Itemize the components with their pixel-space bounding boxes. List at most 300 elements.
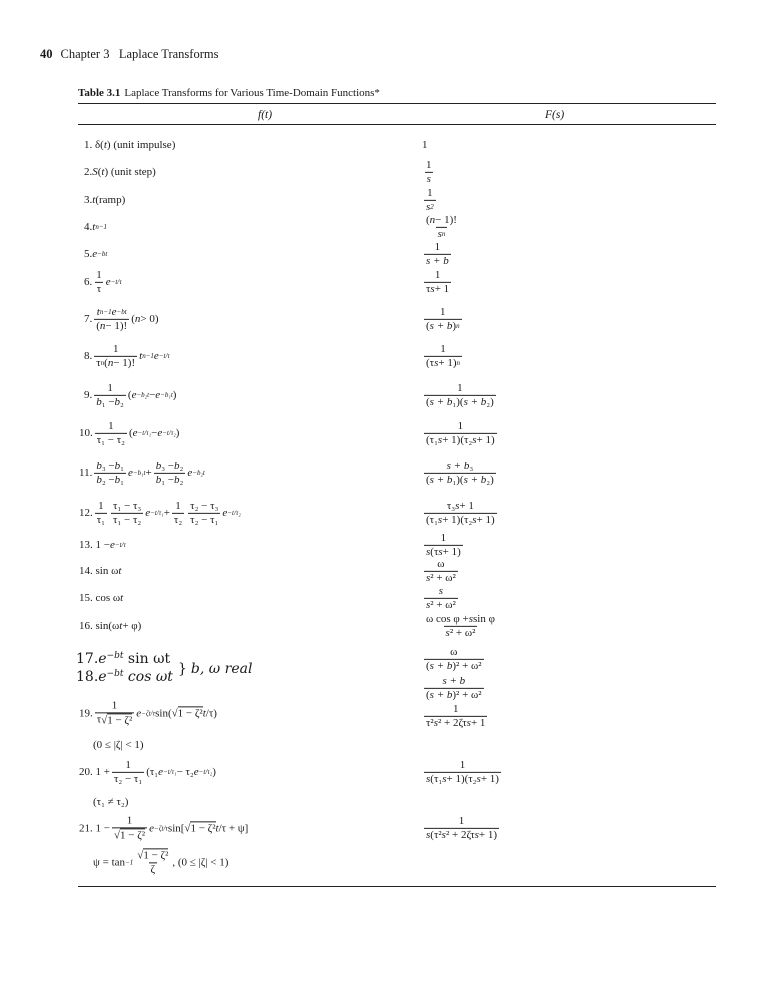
math-variable: s xyxy=(438,584,444,597)
row-6-time-function: 6. $\frac{1}{\tau}$ e −t/τ xyxy=(84,268,122,295)
row-7-time-function xyxy=(84,306,159,332)
math-variable: s xyxy=(426,545,431,558)
numerator xyxy=(439,532,449,545)
denominator xyxy=(95,282,103,296)
math-text: 1 − ζ² xyxy=(120,829,146,841)
math-variable: b xyxy=(114,395,121,408)
math-variable: t xyxy=(139,350,143,362)
math-text: ₂ xyxy=(179,459,184,472)
math-text: ₂ xyxy=(120,395,124,408)
math-text: 1 xyxy=(452,702,459,715)
math-text: 1 − ζ² xyxy=(177,707,203,720)
math-text: 1 xyxy=(434,240,441,253)
numerator xyxy=(438,306,448,319)
math-text: τ₁ − τ₃ xyxy=(113,499,142,512)
table-title: Laplace Transforms for Various Time-Domain Functions* xyxy=(124,87,380,99)
math-text: 1 xyxy=(426,158,432,171)
math-text: 1 xyxy=(440,305,446,318)
math-text: − xyxy=(149,389,156,401)
math-text: τ₂ − τ₃ xyxy=(190,499,219,512)
radical-sign: √ xyxy=(137,849,144,862)
numerator xyxy=(188,500,220,513)
math-text: 1 − ζ² xyxy=(143,849,169,862)
math-variable: t xyxy=(96,305,100,318)
math-text: + 1) xyxy=(438,356,457,369)
math-variable: b xyxy=(114,459,121,472)
math-text: 20. 1 + xyxy=(79,766,110,778)
math-text: ( xyxy=(104,356,108,369)
math-text: (τ₁ ≠ τ₂) xyxy=(93,796,129,808)
numerator xyxy=(433,269,443,282)
math-variable: s + b xyxy=(463,395,487,408)
row-21-time-function: 20. 1 + $\frac{1}{\text{τ₂ − τ₁}}$ (τ₁ e −t/τ₁ − τ₂ e −t/τ₂ ) xyxy=(79,758,216,785)
math-text: 15. cos ω xyxy=(79,592,121,604)
row-16-time-function xyxy=(79,620,141,632)
exponent: −bt xyxy=(106,669,124,680)
denominator xyxy=(424,433,497,447)
math-text: 1 − ζ² xyxy=(190,822,216,835)
fraction xyxy=(424,382,496,408)
math-text: − 1)! xyxy=(105,319,128,332)
numerator xyxy=(111,500,143,513)
math-text: (τ xyxy=(426,356,435,369)
math-text: > 0) xyxy=(140,313,159,325)
numerator: t n−1 e −bt xyxy=(96,305,127,318)
math-text: ² + 2ζτ xyxy=(445,828,475,841)
math-text: + φ) xyxy=(122,620,142,632)
fraction xyxy=(95,500,107,526)
math-text: τ₁ − τ₂ xyxy=(113,513,142,526)
math-text: τ₃ xyxy=(446,499,456,512)
math-text: 1. δ( xyxy=(84,139,104,151)
column-header-f: f(t) xyxy=(258,109,273,121)
math-text: 21. 1 − xyxy=(79,822,110,834)
math-text: + 1) xyxy=(476,513,495,526)
math-text: ω xyxy=(450,645,458,658)
math-variable: S xyxy=(92,166,98,178)
row-18-f xyxy=(76,669,173,685)
math-text: /τ) xyxy=(205,707,217,719)
row-11-laplace-transform xyxy=(422,460,498,486)
denominator xyxy=(95,712,135,727)
math-variable: b xyxy=(155,459,162,472)
math-variable: e xyxy=(105,276,111,288)
math-variable: s + b xyxy=(429,688,453,701)
numerator xyxy=(438,343,448,356)
math-text: + xyxy=(145,467,152,479)
math-text: , (0 ≤ |ζ| < 1) xyxy=(172,856,229,868)
math-variable: e xyxy=(149,822,154,834)
math-text: 1 xyxy=(440,531,447,544)
fraction xyxy=(95,699,135,726)
fraction xyxy=(172,500,184,526)
math-text: 1 xyxy=(125,758,131,771)
math-variable: t xyxy=(119,620,123,632)
math-text: ) xyxy=(172,389,177,401)
math-text: ₃ − xyxy=(161,459,174,472)
math-text: 1 xyxy=(434,268,441,281)
math-variable: b xyxy=(155,473,162,486)
math-text: 1 xyxy=(440,342,446,355)
row-24-time-function: ψ = tan −1 √ 1 − ζ² ζ , (0 ≤ |ζ| < 1) xyxy=(93,849,229,875)
math-text: ₁ xyxy=(120,459,124,472)
math-text: ₁)( xyxy=(452,473,464,486)
numerator xyxy=(445,500,476,513)
denominator xyxy=(95,433,127,447)
numerator xyxy=(437,585,445,598)
fraction xyxy=(94,269,104,295)
math-text: + xyxy=(163,507,170,519)
math-text: 1 xyxy=(457,419,464,432)
math-text: 1 xyxy=(422,139,428,151)
numerator xyxy=(435,558,446,571)
math-text: ) xyxy=(452,319,457,332)
math-text: 1 xyxy=(457,381,463,394)
fraction xyxy=(112,814,147,841)
math-text: (τ² xyxy=(430,828,442,841)
math-variable: s + b xyxy=(426,254,449,267)
denominator xyxy=(424,772,501,786)
denominator xyxy=(188,513,220,527)
math-text: + 1 xyxy=(459,499,474,512)
row-9-laplace-transform xyxy=(422,382,498,408)
math-text: ₁ − xyxy=(161,473,174,486)
row-3-laplace-transform xyxy=(422,187,438,213)
math-variable: s + b xyxy=(463,473,487,486)
fn-tail: cos ωt xyxy=(123,669,173,685)
math-text: ₁ xyxy=(120,473,124,486)
radicand xyxy=(143,848,168,862)
math-text: 8. xyxy=(84,350,93,362)
math-text: ² + ω² xyxy=(430,571,456,584)
math-text: ) xyxy=(212,766,216,778)
math-text: ₁ − xyxy=(101,395,115,408)
math-variable: e xyxy=(127,467,133,479)
math-variable: s xyxy=(426,172,431,185)
math-variable: s xyxy=(426,828,431,841)
math-variable: e xyxy=(157,427,163,439)
fraction xyxy=(112,759,144,785)
math-variable: s xyxy=(426,772,431,785)
math-variable: s xyxy=(437,513,443,526)
denominator: s n xyxy=(437,227,446,240)
math-variable: s xyxy=(426,571,431,584)
square-root xyxy=(101,713,132,727)
math-variable: s xyxy=(476,772,481,785)
math-variable: s xyxy=(437,433,443,446)
denominator xyxy=(94,473,126,487)
denominator xyxy=(444,626,478,640)
math-text: (0 ≤ |ζ| < 1) xyxy=(93,739,144,751)
math-variable: t xyxy=(202,707,206,719)
math-text: ² + 2ζτ xyxy=(438,716,467,729)
math-variable: s + b xyxy=(442,674,466,687)
row-6-laplace-transform xyxy=(422,269,453,295)
math-variable: e xyxy=(153,350,159,362)
fraction xyxy=(424,759,501,785)
math-text: − 1)! xyxy=(113,356,136,369)
math-text: ₂ − xyxy=(101,473,115,486)
row-11-time-function: 11. b ₃ − b ₁ b ₂ − b ₁ e −b₁t + b ₃ − b ₂ b ₁ − b ₂ e −b₂t xyxy=(79,459,205,486)
numerator xyxy=(154,460,186,473)
math-text: 10. xyxy=(79,427,93,439)
fraction xyxy=(424,646,484,672)
numerator xyxy=(451,703,461,716)
fraction xyxy=(154,460,186,486)
row-20-time-function xyxy=(93,739,144,751)
math-text: τ₁ − τ₂ xyxy=(96,433,125,446)
denominator xyxy=(424,571,458,585)
math-variable: e xyxy=(155,389,161,401)
math-text: ω cos φ + xyxy=(426,612,469,625)
math-text: τ₂ − τ₁ xyxy=(113,772,143,785)
math-text: 9. xyxy=(84,389,93,401)
math-text: + 1) xyxy=(480,772,499,785)
math-text: + 1) xyxy=(442,545,461,558)
radical-sign: √ xyxy=(184,822,191,835)
math-variable: e xyxy=(92,248,98,260)
math-variable: t xyxy=(92,194,96,206)
math-variable: b xyxy=(174,459,180,472)
math-text: ² + ω² xyxy=(449,626,476,639)
denominator: s 2 xyxy=(426,200,434,213)
math-text: ₃ xyxy=(469,459,474,472)
numerator xyxy=(424,214,459,227)
fraction xyxy=(424,187,436,213)
math-text: 1 xyxy=(458,814,465,827)
radicand xyxy=(120,828,145,842)
math-text: 16. sin(ω xyxy=(79,620,120,632)
row-21-laplace-transform xyxy=(422,759,503,785)
row-19-time-function: 19. 1 τ √ 1 − ζ² e −ζt/τ sin( √ 1 − ζ² t /τ) xyxy=(79,699,217,726)
denominator xyxy=(424,254,451,268)
row-18-laplace-transform xyxy=(422,675,486,701)
math-text: ₁)( xyxy=(452,395,464,408)
math-variable: s + b xyxy=(429,395,453,408)
math-text: ₂ xyxy=(179,473,184,486)
math-variable: s xyxy=(437,227,442,240)
fraction xyxy=(424,306,462,332)
fraction xyxy=(424,613,497,639)
math-variable: e xyxy=(111,305,117,318)
row-7-laplace-transform xyxy=(422,306,464,332)
row-1-laplace-transform xyxy=(422,139,428,151)
row-12-time-function: 12. $\frac{1}{\text{τ₁}}$ $\frac{\text{τ₁ − τ₃}}{\text{τ₁ − τ₂}}$ e −t/τ₁ + $\frac{1}{\text{τ₂}}$ $\frac{\text{τ₂ − τ₃}}{\text{τ₂ − τ₁}}$ e −t/τ₂ xyxy=(79,499,241,526)
math-text: ( xyxy=(127,389,132,401)
fraction xyxy=(424,343,462,369)
fraction xyxy=(424,500,497,526)
denominator xyxy=(149,862,158,876)
math-variable: e xyxy=(132,427,138,439)
radicand xyxy=(190,822,215,835)
math-text: ( xyxy=(426,473,430,486)
math-variable: e xyxy=(136,707,142,719)
header-rule xyxy=(78,124,716,125)
math-text: − 1)! xyxy=(435,213,457,226)
denominator xyxy=(94,319,129,333)
math-variable: s xyxy=(426,200,431,213)
math-text: 11. xyxy=(79,467,93,479)
math-text: 1 xyxy=(175,499,181,512)
math-text: (τ₁ xyxy=(426,433,438,446)
math-text: ( xyxy=(131,313,135,325)
row-22-time-function xyxy=(93,796,128,808)
denominator: ( s + b ) n xyxy=(426,319,460,332)
row-13-laplace-transform xyxy=(422,532,465,558)
math-text: τ₁ xyxy=(96,513,106,526)
math-text: 3. xyxy=(84,194,93,206)
row-16-laplace-transform xyxy=(422,613,499,639)
square-root xyxy=(172,707,203,720)
denominator xyxy=(154,473,186,487)
denominator: τ n ( n − 1)! xyxy=(96,356,136,369)
math-text: ) (unit step) xyxy=(104,166,156,178)
row-13-time-function: 13. 1 − e −t/τ xyxy=(79,539,126,551)
math-text: sin[ xyxy=(167,822,185,834)
math-text: 13. 1 − xyxy=(79,539,110,551)
page-number: 40 xyxy=(40,47,53,61)
math-variable: t xyxy=(118,565,122,577)
numerator xyxy=(135,848,170,862)
math-text: τ₂ xyxy=(173,513,183,526)
square-root xyxy=(114,828,145,842)
math-text: ( xyxy=(426,395,430,408)
math-variable: b xyxy=(96,473,102,486)
radical-sign: √ xyxy=(171,707,178,720)
numerator xyxy=(96,500,106,513)
math-text: (ramp) xyxy=(95,194,126,206)
row-9-time-function: 9. 1 b ₁ − b ₂ ( e −b₂t − e −b₁t ) xyxy=(84,381,177,408)
numerator xyxy=(440,675,467,688)
row-number: 18. xyxy=(76,669,99,685)
row-4-laplace-transform xyxy=(422,214,461,240)
math-text: + 1)(τ₂ xyxy=(442,433,473,446)
fraction xyxy=(424,703,487,729)
math-text: 1 xyxy=(126,814,133,827)
numerator xyxy=(106,420,116,433)
math-text: )² + ω² xyxy=(452,688,482,701)
row-4-time-function: 4. t n−1 xyxy=(84,221,108,233)
math-text: 1 xyxy=(427,186,433,199)
denominator xyxy=(424,716,487,730)
row-14-laplace-transform xyxy=(422,558,460,584)
math-text: ζ xyxy=(150,863,156,875)
denominator xyxy=(112,772,144,786)
numerator xyxy=(456,420,466,433)
chapter-number: Chapter 3 xyxy=(60,47,110,61)
math-variable: s xyxy=(474,828,479,841)
math-text: + 1)(τ₂ xyxy=(442,513,473,526)
math-text: ( xyxy=(426,213,430,226)
math-text: ₂) xyxy=(486,473,494,486)
row-5-laplace-transform xyxy=(422,241,453,267)
row-15-laplace-transform xyxy=(422,585,460,611)
numerator xyxy=(125,814,135,827)
math-text: ₂) xyxy=(486,395,494,408)
math-text: /τ + ψ] xyxy=(218,822,249,834)
numerator xyxy=(123,759,133,772)
math-text: 1 xyxy=(108,419,114,432)
running-header xyxy=(40,47,218,62)
math-variable: e xyxy=(109,539,115,551)
math-variable: s xyxy=(445,626,450,639)
math-text: 2. xyxy=(84,166,93,178)
radicand xyxy=(107,713,132,727)
math-text: − xyxy=(151,427,158,439)
numerator xyxy=(458,759,468,772)
fn: e xyxy=(98,669,107,685)
fraction xyxy=(188,500,220,526)
math-variable: e xyxy=(145,507,151,519)
math-text: (τ₁ xyxy=(426,513,438,526)
fraction xyxy=(111,500,143,526)
numerator xyxy=(424,613,497,626)
numerator xyxy=(105,382,115,395)
math-variable: s + b xyxy=(446,459,470,472)
row-23-time-function: 21. 1 − 1 √ 1 − ζ² e −ζt/τ sin[ √ 1 − ζ² t /τ + ψ] xyxy=(79,814,249,841)
math-text: ( xyxy=(426,659,430,672)
numerator xyxy=(424,159,434,172)
math-variable: b xyxy=(96,459,102,472)
row-10-laplace-transform xyxy=(422,420,499,446)
fraction xyxy=(424,815,499,841)
denominator xyxy=(424,688,484,702)
math-variable: n xyxy=(429,213,436,226)
math-text: 5. xyxy=(84,248,93,260)
fraction xyxy=(424,532,463,558)
numerator xyxy=(173,500,183,513)
math-text: ( xyxy=(426,688,430,701)
math-variable: s xyxy=(466,716,471,729)
math-variable: e xyxy=(187,467,193,479)
row-5-time-function: 5. e −bt xyxy=(84,248,108,260)
math-variable: s xyxy=(472,433,477,446)
row-1-time-function xyxy=(84,139,175,151)
row-23-laplace-transform xyxy=(422,815,501,841)
math-variable: n xyxy=(134,313,141,325)
math-variable: s xyxy=(426,598,431,611)
math-text: τ xyxy=(426,282,431,295)
math-variable: s xyxy=(441,828,446,841)
row-10-time-function: 10. $\frac{1}{\text{τ₁ − τ₂}}$ ( e −t/τ₁ − e −t/τ₂ ) xyxy=(79,419,180,446)
row-14-time-function xyxy=(79,565,121,577)
denominator xyxy=(424,545,463,559)
square-root xyxy=(137,848,168,862)
math-variable: s + b xyxy=(429,473,453,486)
math-text: ( xyxy=(97,166,102,178)
row-12-laplace-transform xyxy=(422,500,499,526)
row-17-laplace-transform xyxy=(422,646,486,672)
math-variable: t xyxy=(101,166,105,178)
fraction xyxy=(424,460,496,486)
fraction xyxy=(135,848,170,875)
radicand xyxy=(178,707,203,720)
math-variable: s xyxy=(455,499,460,512)
math-variable: b xyxy=(96,395,102,408)
fraction xyxy=(424,558,458,584)
math-variable: e xyxy=(158,766,163,778)
math-text: ( xyxy=(426,319,430,332)
math-text: (τ₁ xyxy=(146,766,159,778)
math-text: τ xyxy=(96,356,101,369)
fn-tail: sin ωt xyxy=(123,651,171,667)
numerator xyxy=(110,699,120,712)
top-rule xyxy=(78,103,716,104)
fraction xyxy=(424,269,451,295)
math-text: ² + ω² xyxy=(430,598,456,611)
fraction xyxy=(95,420,127,446)
math-text: 1 xyxy=(98,499,104,512)
